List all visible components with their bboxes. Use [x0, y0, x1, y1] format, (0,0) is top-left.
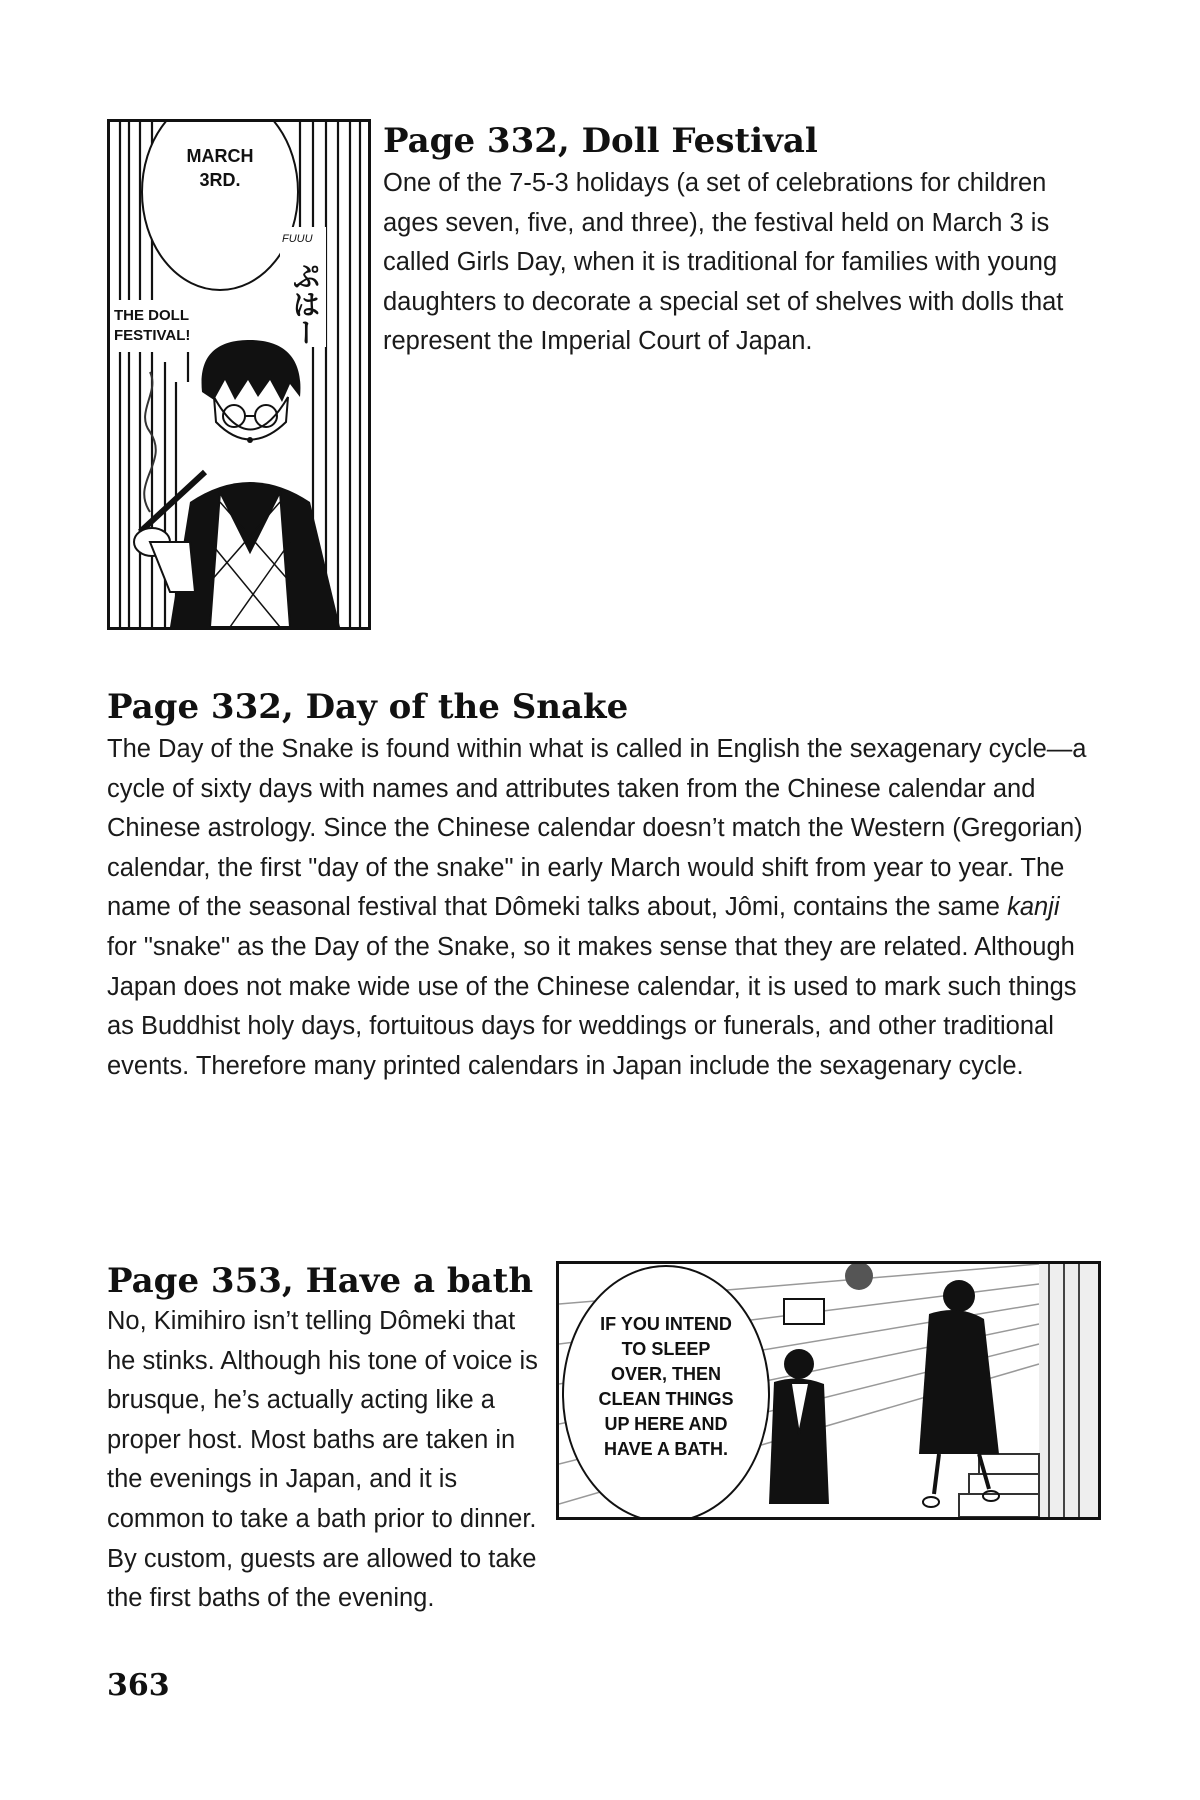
- sfx-kana: ぷはー: [288, 262, 322, 346]
- bubble-line-5: UP HERE AND: [604, 1414, 728, 1434]
- manga-illustration-watanuki: [110, 122, 368, 627]
- sfx-romaji: FUUU: [282, 233, 313, 245]
- smoke-icon: [144, 372, 156, 512]
- bubble-line-1: MARCH: [186, 146, 254, 166]
- body-text-italic: kanji: [1007, 893, 1060, 922]
- section-body-doll-festival: One of the 7-5-3 holidays (a set of celebrations for children ages seven, five, and three), the festival held on March 3 is called Girls Day, when it is traditional for families with young daughters to decorate a special set of shelves with dolls that represent the Imperial Court of Japan.: [383, 169, 1064, 356]
- manga-panel-doll-festival: [107, 119, 371, 630]
- figure-kimihiro: [769, 1349, 829, 1504]
- section-body-have-a-bath: No, Kimihiro isn’t telling Dômeki that he stinks. Although his tone of voice is brusque, he’s actually acting like a proper host. Most baths are taken in the evenings in Japan, and it is common to take a bath prior to dinner. By custom, guests are allowed to take the first baths of the evening.: [107, 1307, 538, 1613]
- speech-bubble: [563, 1266, 769, 1517]
- section-heading-have-a-bath: Page 353, Have a bath: [107, 1261, 534, 1301]
- bowl-icon: [845, 1264, 873, 1290]
- bubble-line-2: 3RD.: [199, 170, 241, 190]
- caption-line-2: FESTIVAL!: [114, 327, 191, 344]
- bubble-line-6: HAVE A BATH.: [604, 1439, 728, 1459]
- bubble-line-3: OVER, THEN: [610, 1364, 722, 1384]
- section-body-day-of-the-snake: [107, 730, 1092, 1086]
- bubble-line-1: IF YOU INTEND: [600, 1314, 732, 1334]
- tray-icon: [784, 1299, 824, 1324]
- manga-panel-have-a-bath: [556, 1261, 1101, 1520]
- speech-bubble: [142, 122, 298, 290]
- caption-box: [112, 300, 200, 352]
- section-heading-doll-festival: Page 332, Doll Festival: [383, 121, 818, 161]
- bubble-line-2: TO SLEEP: [621, 1339, 711, 1359]
- bubble-line-4: CLEAN THINGS: [598, 1389, 734, 1409]
- caption-line-1: THE DOLL: [114, 307, 189, 324]
- sound-effect: [280, 227, 326, 347]
- section-heading-day-of-the-snake: Page 332, Day of the Snake: [107, 687, 629, 727]
- page-number: 363: [107, 1668, 170, 1703]
- manga-illustration-bath: [559, 1264, 1098, 1517]
- body-text-part-1: The Day of the Snake is found within what is called in English the sexagenary cycle—a cycle of sixty days with names and attributes taken from the Chinese calendar and Chinese astrology. Since the Chinese calendar doesn’t match the Western (Gregorian) calendar, the first "day of the snake" in early March would shift from year to year. The name of the seasonal festival that Dômeki talks about, Jômi, contains the same: [107, 735, 1087, 922]
- body-text-part-2: for "snake" as the Day of the Snake, so it makes sense that they are related. Although Japan does not make wide use of the Chinese calendar, it is used to mark such things as Buddhist holy days, fortuitous days for weddings or funerals, and other traditional events. Therefore many printed calendars in Japan include the sexagenary cycle.: [107, 932, 1077, 1080]
